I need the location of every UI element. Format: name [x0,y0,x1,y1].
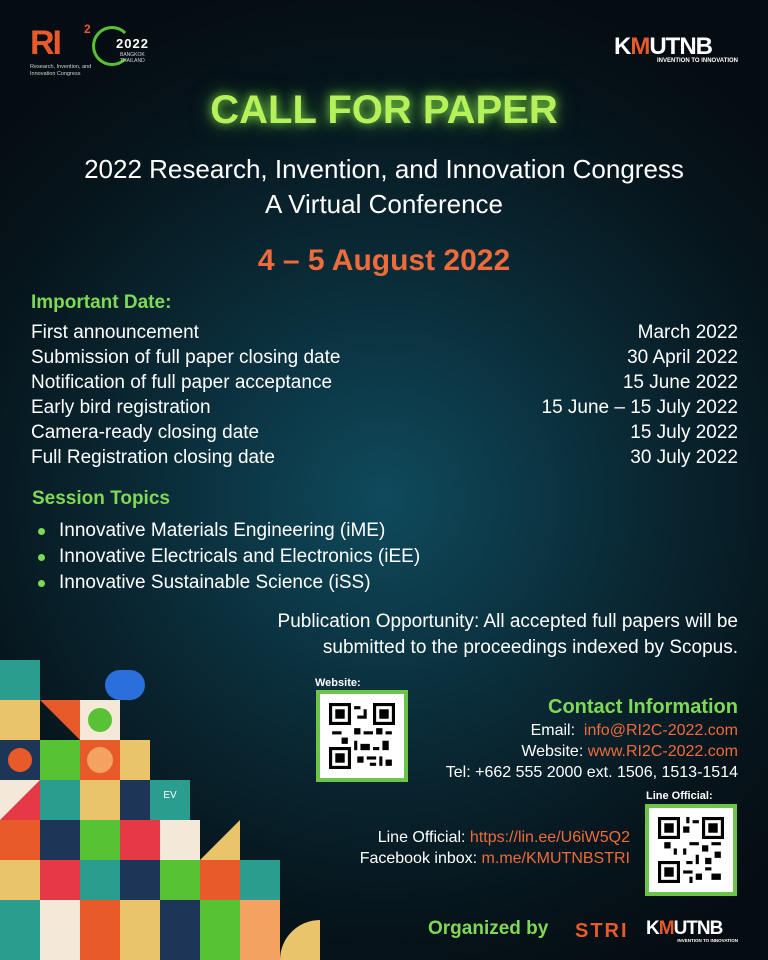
important-dates-list [31,320,738,470]
date-row-value: 15 June – 15 July 2022 [541,397,738,418]
session-topics-list [38,518,420,596]
date-row [31,370,738,395]
date-row-value: 30 April 2022 [627,347,738,368]
date-row-value: 15 June 2022 [622,372,738,393]
date-row-value: 15 July 2022 [630,422,738,443]
date-row [31,420,738,445]
subtitle-line-1: 2022 Research, Invention, and Innovation Congress [84,154,684,184]
list-item: Innovative Materials Engineering (iME) [38,518,420,544]
contact-website-row: Website: www.RI2C-2022.com [521,743,738,760]
ri2c-logo-mark: RI [30,24,60,62]
organized-by-label: Organized by [428,918,549,939]
line-qr-code[interactable] [645,804,737,896]
ri2c-logo-year: 2022 [116,36,149,51]
social-links [300,827,630,869]
email-link[interactable]: info@RI2C-2022.com [583,722,738,739]
qr-line-label: Line Official: [646,790,713,802]
ri2c-logo-location: BANGKOK THAILAND [120,52,145,64]
line-official-row: Line Official: https://lin.ee/U6iW5Q2 [377,829,630,846]
kmutnb-footer-logo: KMUTNB INVENTION TO INNOVATION [646,918,738,943]
contact-heading: Contact Information [548,696,738,718]
date-row-value: March 2022 [637,322,738,343]
conference-subtitle [0,152,768,222]
qr-code-icon [658,817,724,883]
date-row-label: Early bird registration [31,397,211,418]
important-date-heading: Important Date: [31,292,172,313]
ri2c-logo-superscript: 2 [84,22,91,36]
list-item: Innovative Electricals and Electronics (iEE) [38,544,420,570]
date-row-label: Notification of full paper acceptance [31,372,333,393]
bullet-icon [38,528,45,535]
date-row [31,345,738,370]
website-link[interactable]: www.RI2C-2022.com [587,743,738,760]
kmutnb-logo-text: KMUTNB [614,33,712,60]
date-row-label: Full Registration closing date [31,447,275,468]
facebook-link[interactable]: m.me/KMUTNBSTRI [481,850,630,867]
line-official-link[interactable]: https://lin.ee/U6iW5Q2 [469,829,630,846]
contact-info [380,720,738,783]
ev-label: EV [163,790,177,801]
date-row-label: First announcement [31,322,199,343]
bullet-icon [38,554,45,561]
kmutnb-logo-tagline: INVENTION TO INNOVATION [656,58,738,64]
decorative-pattern [0,660,340,960]
page-title: CALL FOR PAPER [210,88,558,132]
event-date: 4 – 5 August 2022 [257,244,511,277]
date-row-value: 30 July 2022 [630,447,738,468]
contact-tel: Tel: +662 555 2000 ext. 1506, 1513-1514 [445,764,738,781]
qr-website-label: Website: [315,677,361,689]
session-topics-heading: Session Topics [32,488,170,509]
contact-email-row: Email: info@RI2C-2022.com [530,722,738,739]
bullet-icon [38,580,45,587]
date-row-label: Camera-ready closing date [31,422,260,443]
date-row [31,395,738,420]
stri-logo: STRI [575,920,629,942]
ri2c-logo [30,20,170,82]
facebook-row: Facebook inbox: m.me/KMUTNBSTRI [359,850,630,867]
ri2c-logo-subtitle: Research, Invention, and Innovation Congress [30,64,92,77]
subtitle-line-2: A Virtual Conference [265,189,503,219]
date-row [31,320,738,345]
date-row [31,445,738,470]
list-item: Innovative Sustainable Science (iSS) [38,570,420,596]
publication-note: Publication Opportunity: All accepted full papers will be submitted to the proceedings indexed by Scopus. [277,611,738,658]
kmutnb-logo [614,34,738,68]
date-row-label: Submission of full paper closing date [31,347,341,368]
